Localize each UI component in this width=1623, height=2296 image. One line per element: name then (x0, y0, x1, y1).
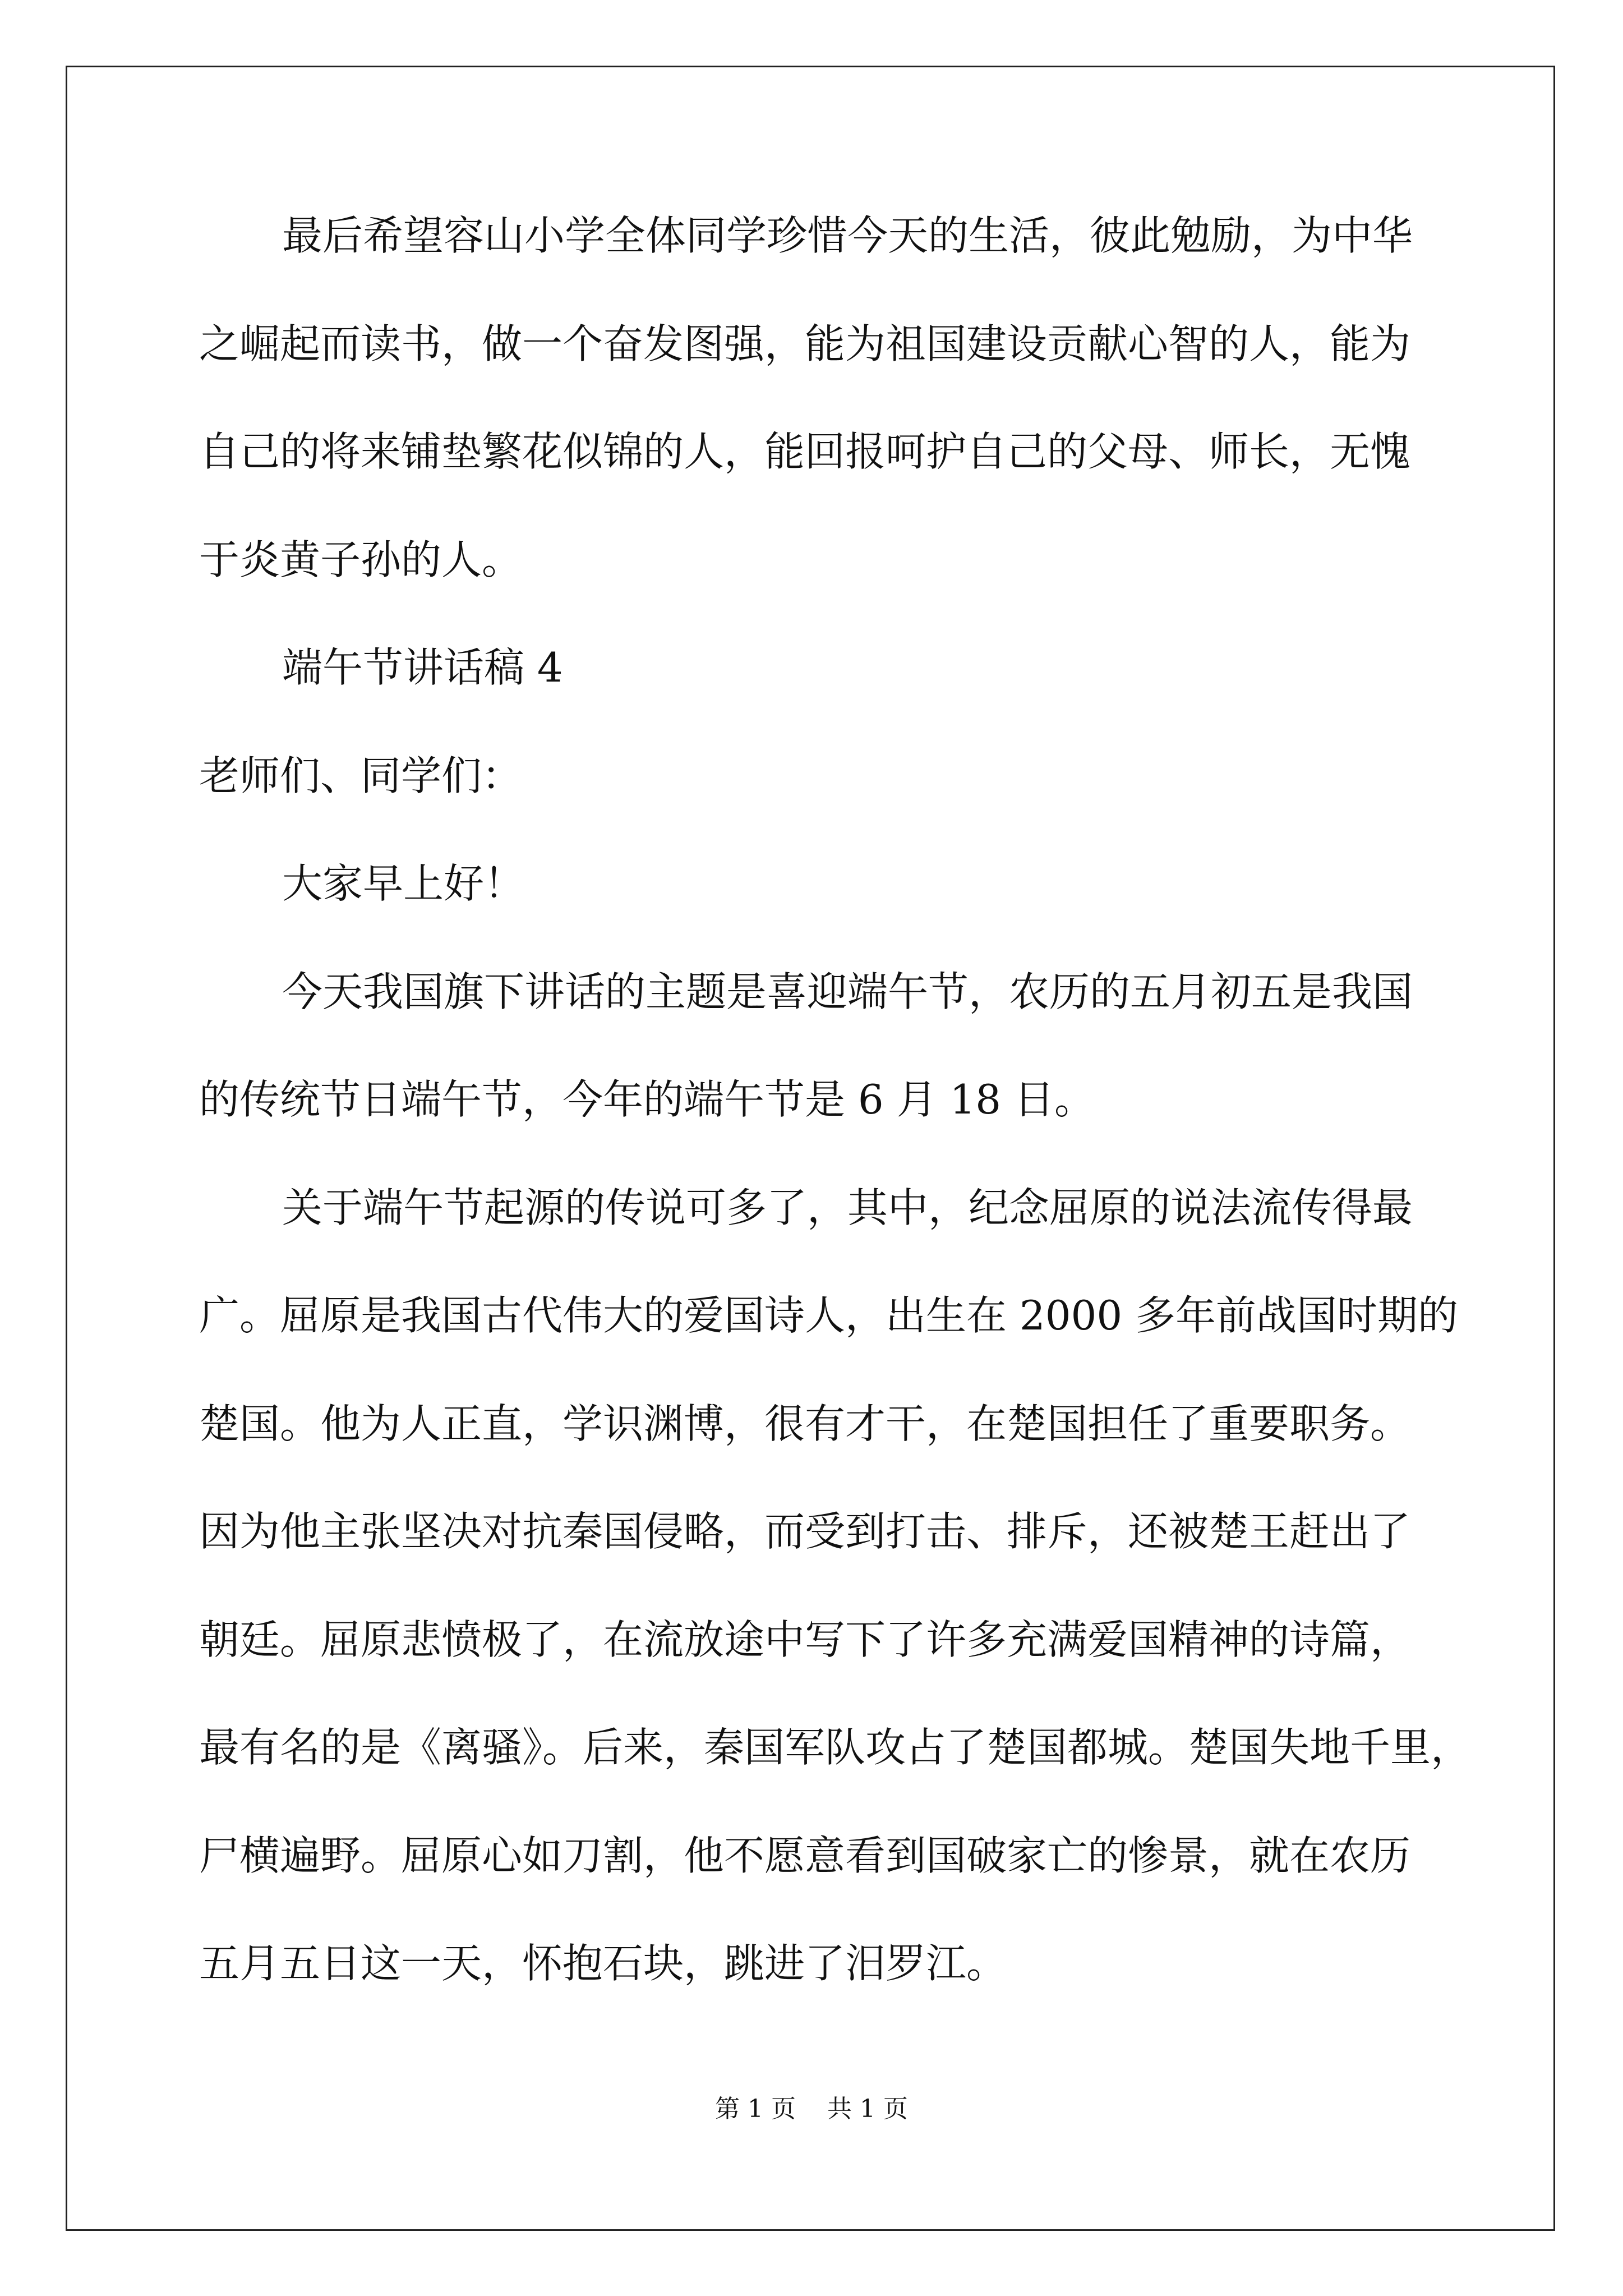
text-line: 于炎黄子孙的人。 (199, 536, 523, 583)
text-line: 五月五日这一天，怀抱石块，跳进了汨罗江。 (199, 1940, 1007, 1987)
text-line: 关于端午节起源的传说可多了，其中，纪念屈原的说法流传得最 (282, 1184, 1413, 1231)
page-border (66, 66, 1555, 2231)
text-line: 今天我国旗下讲话的主题是喜迎端午节，农历的五月初五是我国 (282, 968, 1413, 1015)
section-heading: 端午节讲话稿 4 (282, 644, 563, 691)
text-line: 的传统节日端午节，今年的端午节是 6 月 18 日。 (199, 1076, 1095, 1123)
text-line: 朝廷。屈原悲愤极了，在流放途中写下了许多充满爱国精神的诗篇， (199, 1616, 1411, 1663)
text-line: 自己的将来铺垫繁花似锦的人，能回报呵护自己的父母、师长，无愧 (199, 428, 1411, 475)
greeting: 大家早上好！ (282, 860, 525, 907)
text-line: 最有名的是《离骚》。后来，秦国军队攻占了楚国都城。楚国失地千里， (199, 1724, 1472, 1771)
text-line: 尸横遍野。屈原心如刀割，他不愿意看到国破家亡的惨景，就在农历 (199, 1832, 1411, 1879)
text-line: 因为他主张坚决对抗秦国侵略，而受到打击、排斥，还被楚王赶出了 (199, 1508, 1411, 1555)
salutation: 老师们、同学们： (199, 752, 523, 799)
text-line: 之崛起而读书，做一个奋发图强，能为祖国建设贡献心智的人，能为 (199, 320, 1411, 367)
text-line: 楚国。他为人正直，学识渊博，很有才干，在楚国担任了重要职务。 (199, 1400, 1411, 1447)
page-number-footer: 第 1 页 共 1 页 (715, 2095, 908, 2123)
text-line: 最后希望容山小学全体同学珍惜今天的生活，彼此勉励，为中华 (282, 212, 1413, 259)
text-line: 广。屈原是我国古代伟大的爱国诗人，出生在 2000 多年前战国时期的 (199, 1292, 1459, 1339)
